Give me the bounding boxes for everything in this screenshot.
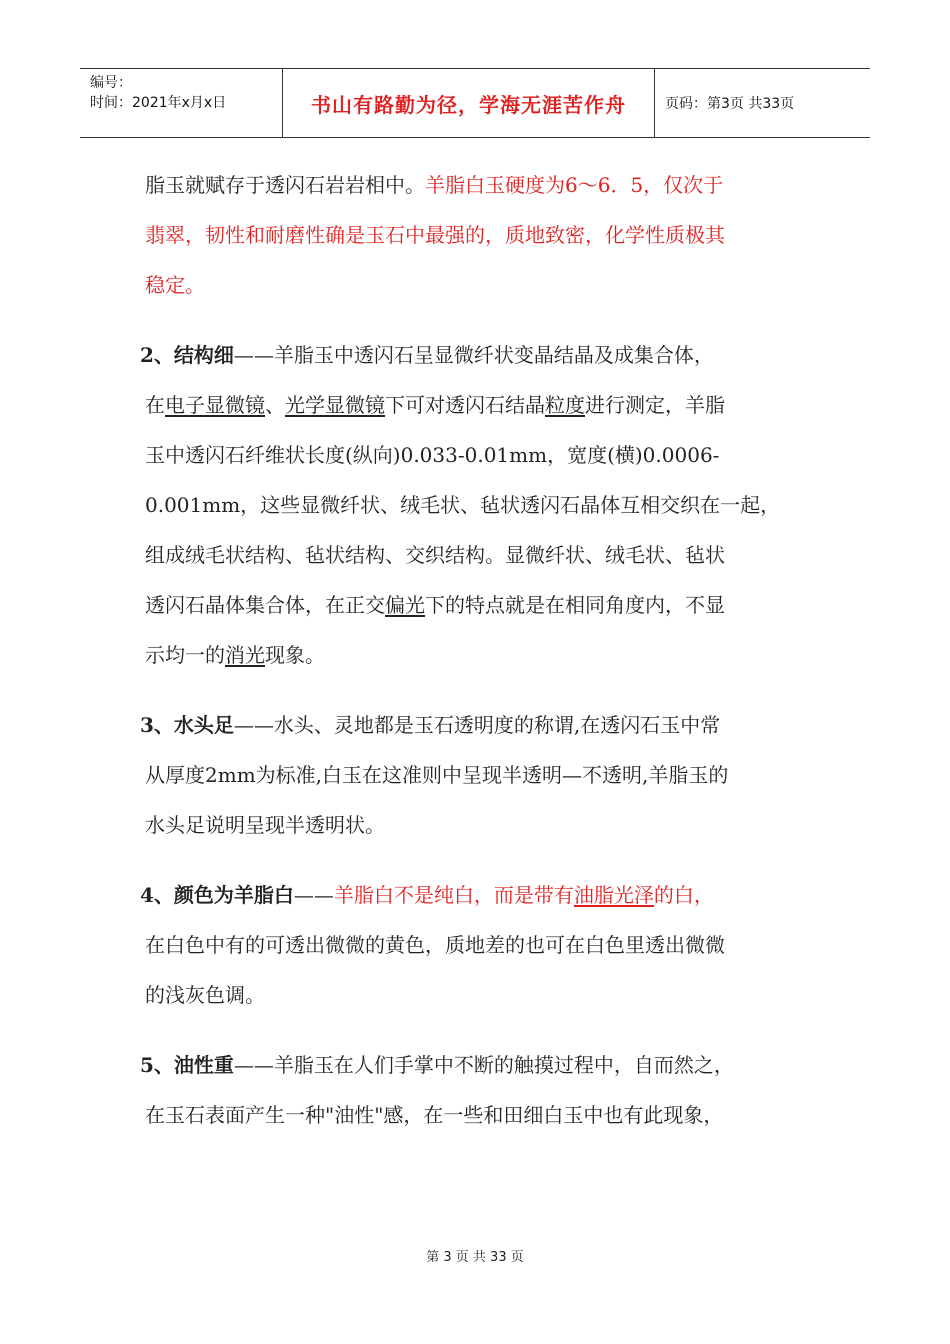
text-span: 下的特点就是在相同角度内，不显 <box>425 593 725 617</box>
section-heading: 4、颜色为羊脂白 <box>140 883 294 907</box>
text-line <box>145 160 825 210</box>
paragraph-5 <box>140 1040 825 1140</box>
text-span: —— <box>293 883 334 907</box>
text-line <box>140 1040 825 1090</box>
page-footer: 第 3 页 共 33 页 <box>426 1250 524 1265</box>
section-heading: 3、水头足 <box>140 713 234 737</box>
text-span: ——羊脂玉中透闪石呈显微纤状变晶结晶及成集合体， <box>233 343 714 367</box>
document-body <box>140 160 825 1140</box>
text-span: 进行测定，羊脂 <box>585 393 725 417</box>
text-span: ——羊脂玉在人们手掌中不断的触摸过程中，自而然之， <box>233 1053 734 1077</box>
text-span: 下可对透闪石结晶 <box>385 393 545 417</box>
text-span: 在 <box>145 393 165 417</box>
text-span: 示均一的 <box>145 643 225 667</box>
text-line: 0.001mm，这些显微纤状、绒毛状、毡状透闪石晶体互相交织在一起， <box>145 493 781 517</box>
paragraph-4 <box>140 870 825 1020</box>
highlight-text: 的白， <box>653 883 714 907</box>
header-page-label: 页码：第3页 共33页 <box>665 96 795 112</box>
text-line <box>140 870 825 920</box>
text-line: 玉中透闪石纤维状长度(纵向)0.033-0.01mm，宽度(横)0.0006- <box>145 443 720 467</box>
paragraph-1 <box>145 160 825 310</box>
text-line <box>140 700 825 750</box>
link-grain-size[interactable]: 粒度 <box>545 393 585 417</box>
paragraph-3 <box>140 700 825 850</box>
link-extinction[interactable]: 消光 <box>225 643 265 667</box>
text-line: 组成绒毛状结构、毡状结构、交织结构。显微纤状、绒毛状、毡状 <box>145 543 725 567</box>
text-span: ——水头、灵地都是玉石透明度的称谓,在透闪石玉中常 <box>233 713 721 737</box>
paragraph-2 <box>140 330 825 680</box>
link-polarized-light[interactable]: 偏光 <box>385 593 425 617</box>
link-oily-luster[interactable]: 油脂光泽 <box>573 883 654 907</box>
text-line <box>140 330 825 380</box>
text-span: 、 <box>265 393 285 417</box>
text-span: 现象。 <box>265 643 325 667</box>
text-line <box>145 380 825 430</box>
text-line <box>145 630 825 680</box>
text-span: 脂玉就赋存于透闪石岩岩相中。 <box>145 173 425 197</box>
header-meta <box>80 69 283 137</box>
link-optical-microscope[interactable]: 光学显微镜 <box>285 393 385 417</box>
highlight-text: 羊脂白玉硬度为6～6．5，仅次于 <box>425 173 724 197</box>
text-line: 在玉石表面产生一种"油性"感，在一些和田细白玉中也有此现象， <box>145 1103 724 1127</box>
text-line: 在白色中有的可透出微微的黄色，质地差的也可在白色里透出微微 <box>145 933 725 957</box>
header-motto: 书山有路勤为径，学海无涯苦作舟 <box>283 69 655 137</box>
link-electron-microscope[interactable]: 电子显微镜 <box>165 393 265 417</box>
date-label: 时间：2021年x月x日 <box>90 95 227 111</box>
highlight-line: 翡翠，韧性和耐磨性确是玉石中最强的，质地致密，化学性质极其 <box>145 223 725 247</box>
text-line: 的浅灰色调。 <box>145 983 265 1007</box>
highlight-text: 羊脂白不是纯白，而是带有 <box>333 883 574 907</box>
text-line <box>145 580 825 630</box>
text-span: 透闪石晶体集合体，在正交 <box>145 593 385 617</box>
page-header <box>80 68 870 138</box>
highlight-line: 稳定。 <box>145 273 205 297</box>
code-label: 编号： <box>90 75 132 91</box>
text-line: 从厚度2mm为标准,白玉在这准则中呈现半透明—不透明,羊脂玉的 <box>145 763 729 787</box>
section-heading: 5、油性重 <box>140 1053 234 1077</box>
section-heading: 2、结构细 <box>140 343 234 367</box>
text-line: 水头足说明呈现半透明状。 <box>145 813 385 837</box>
